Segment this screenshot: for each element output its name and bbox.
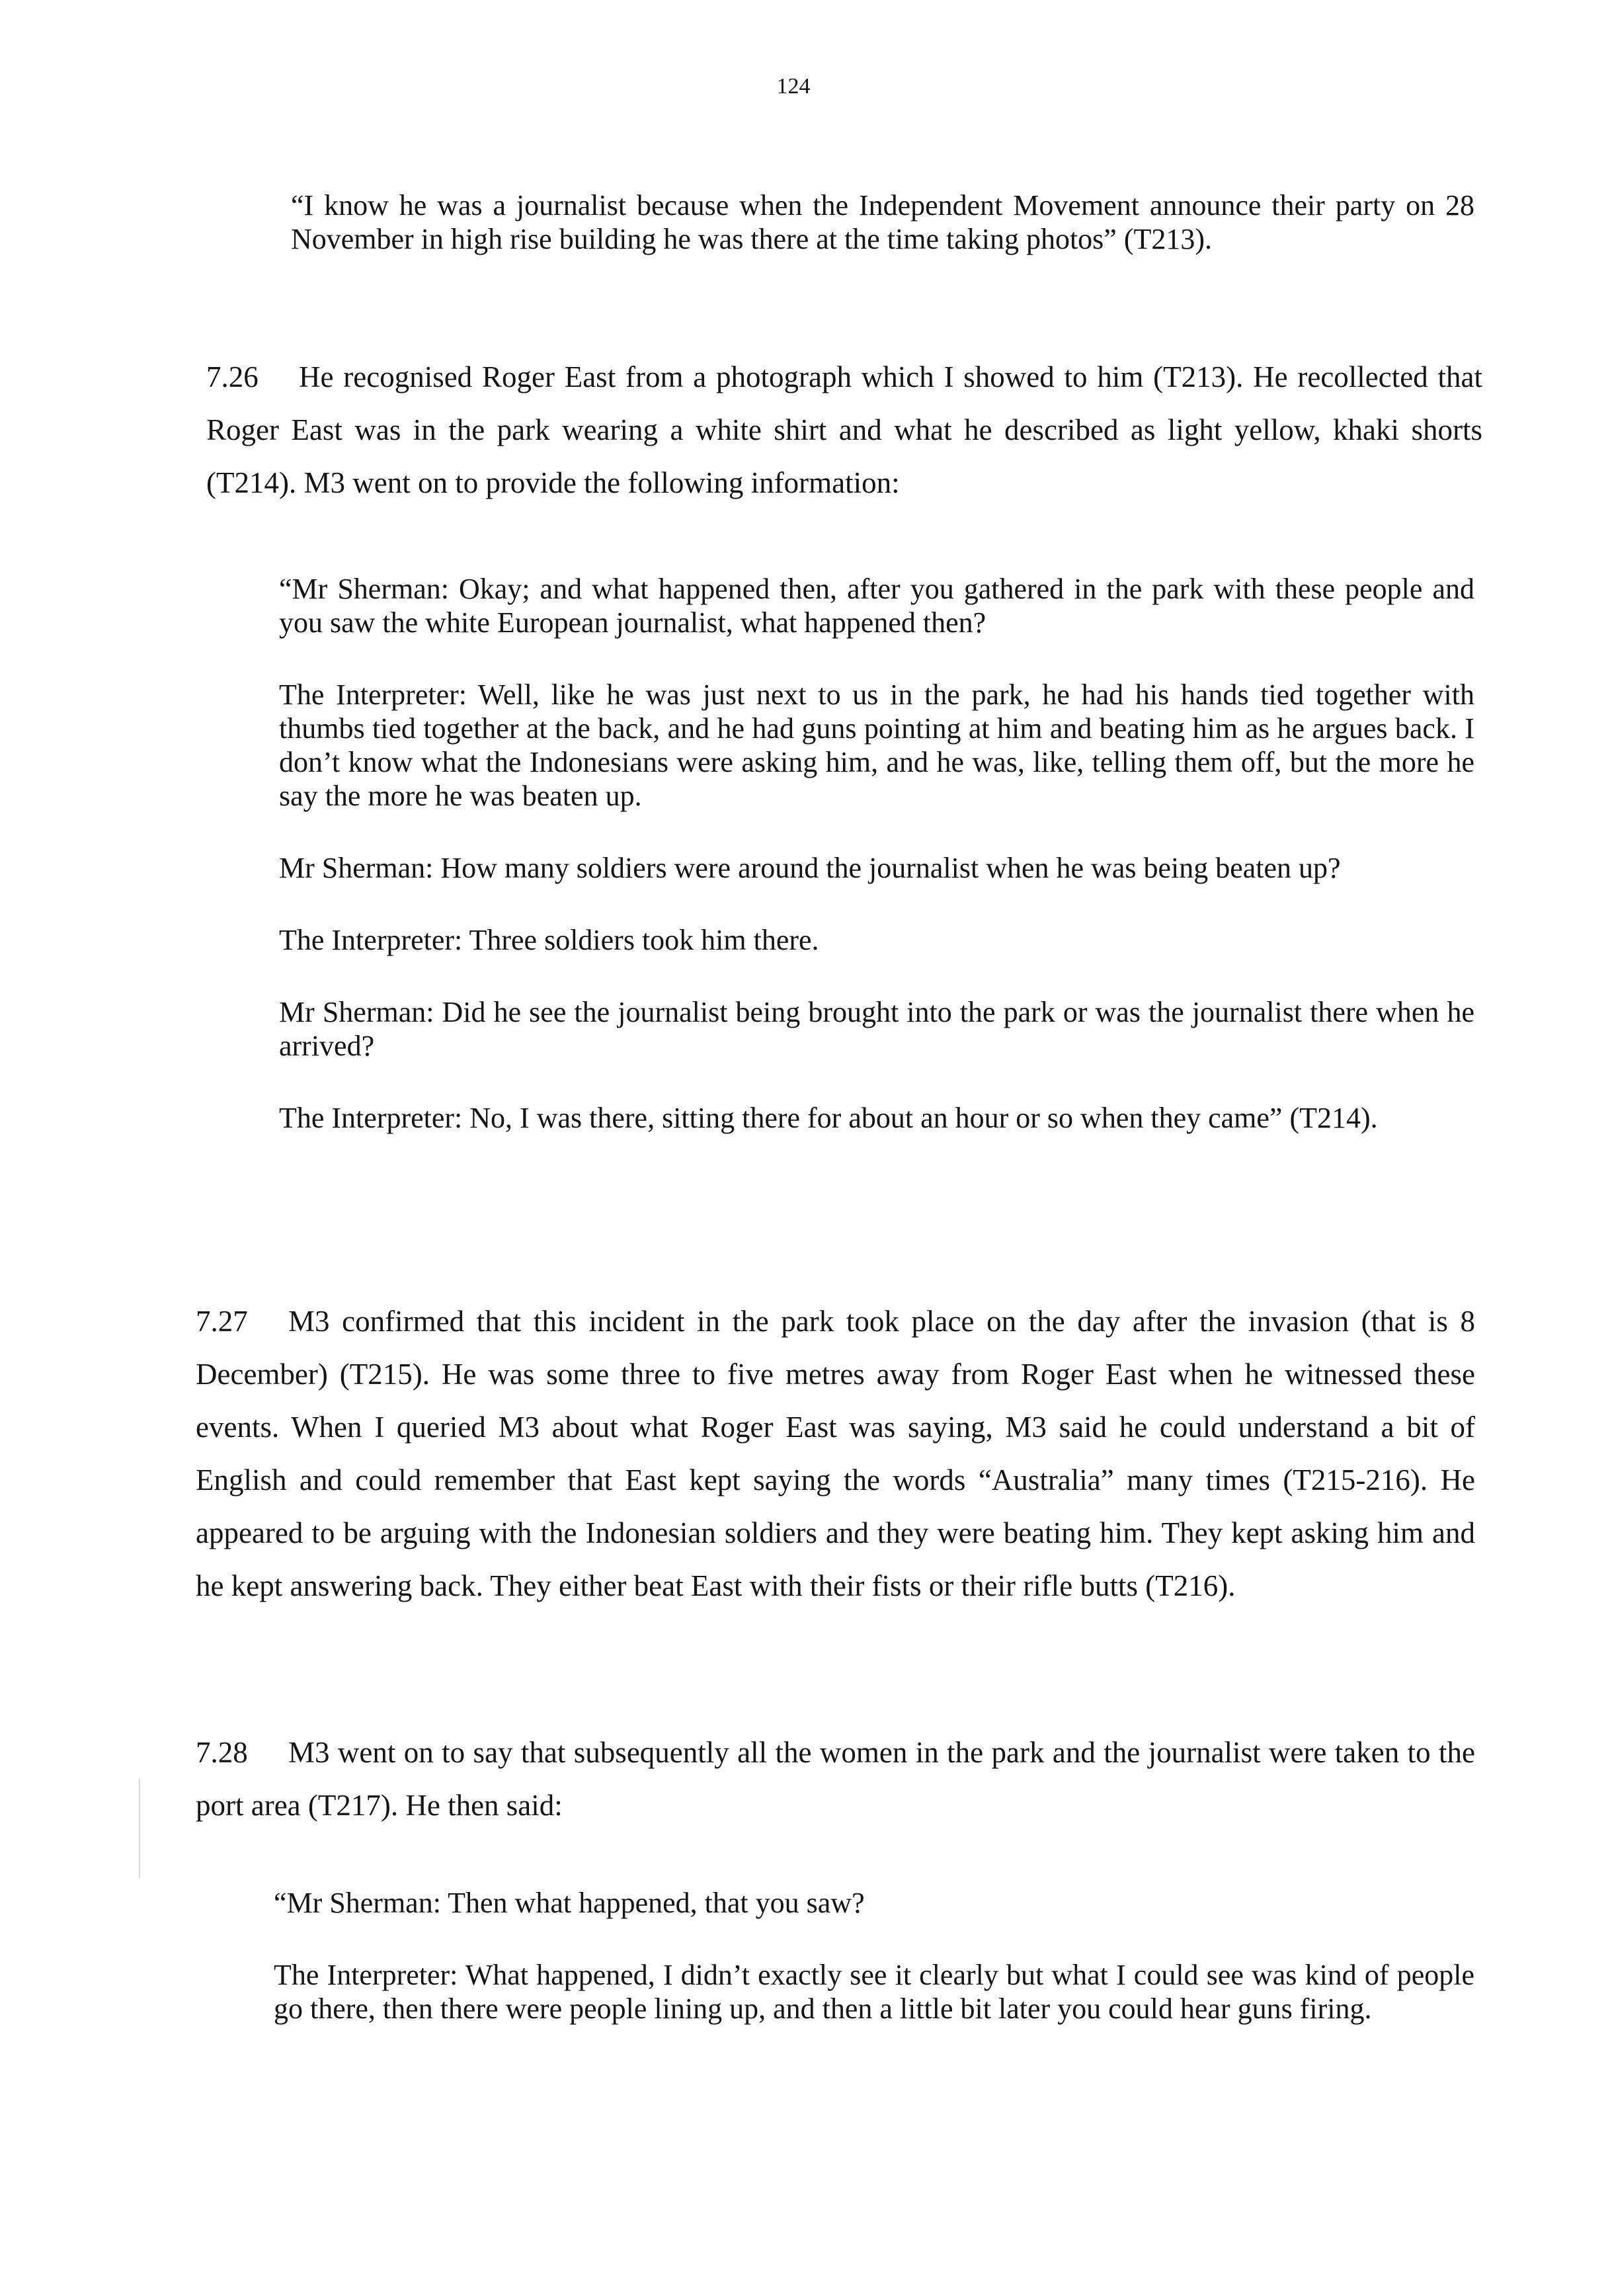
page-number: 124	[776, 74, 811, 99]
transcript-line: “Mr Sherman: Okay; and what happened then, after you gathered in the park with these people and you saw the white European journalist, what happened then?	[279, 573, 1474, 639]
transcript-line: “Mr Sherman: Then what happened, that you saw?	[274, 1887, 865, 1919]
paragraph-number: 7.28	[196, 1736, 248, 1769]
opening-quote-text: “I know he was a journalist because when the Independent Movement announce their party on 28 November in high rise building he was there at the time taking photos” (T213).	[291, 189, 1474, 255]
paragraph-7-27	[196, 1295, 1475, 1612]
opening-quote	[291, 188, 1474, 256]
transcript-line: Mr Sherman: Did he see the journalist being brought into the park or was the journalist there when he arrived?	[279, 996, 1474, 1062]
transcript-line: The Interpreter: Well, like he was just next to us in the park, he had his hands tied together with thumbs tied together at the back, and he had guns pointing at him and beating him as he argues back. I don’t know what the Indonesians were asking him, and he was, like, telling them off, but the more he say the more he was beaten up.	[279, 678, 1474, 812]
paragraph-text: He recognised Roger East from a photograph which I showed to him (T213). He recollected that Roger East was in the park wearing a white shirt and what he described as light yellow, khaki shorts (T214). M3 went on to provide the following information:	[206, 360, 1482, 499]
paragraph-number: 7.26	[206, 360, 259, 393]
paragraph-text: M3 went on to say that subsequently all the women in the park and the journalist were taken to the port area (T217). He then said:	[196, 1736, 1475, 1822]
transcript-line: Mr Sherman: How many soldiers were around the journalist when he was being beaten up?	[279, 852, 1341, 884]
transcript-line: The Interpreter: Three soldiers took him there.	[279, 924, 819, 956]
paragraph-text: M3 confirmed that this incident in the park took place on the day after the invasion (that is 8 December) (T215). He was some three to five metres away from Roger East when he witnessed these events. When I queried M3 about what Roger East was saying, M3 said he could understand a bit of English and could remember that East kept saying the words “Australia” many times (T215-216). He appeared to be arguing with the Indonesian soldiers and they were beating him. They kept asking him and he kept answering back. They either beat East with their fists or their rifle butts (T216).	[196, 1305, 1475, 1602]
transcript-line: The Interpreter: What happened, I didn’t exactly see it clearly but what I could see was kind of people go there, then there were people lining up, and then a little bit later you could hear guns firing.	[274, 1959, 1474, 2025]
transcript-line: The Interpreter: No, I was there, sitting there for about an hour or so when they came” (T214).	[279, 1102, 1378, 1134]
transcript-excerpt-2	[274, 1886, 1474, 2026]
paragraph-number: 7.27	[196, 1305, 248, 1338]
paragraph-7-26	[206, 350, 1482, 509]
paragraph-7-28	[196, 1726, 1475, 1832]
margin-mark	[139, 1779, 140, 1878]
transcript-excerpt-1	[279, 572, 1474, 1135]
